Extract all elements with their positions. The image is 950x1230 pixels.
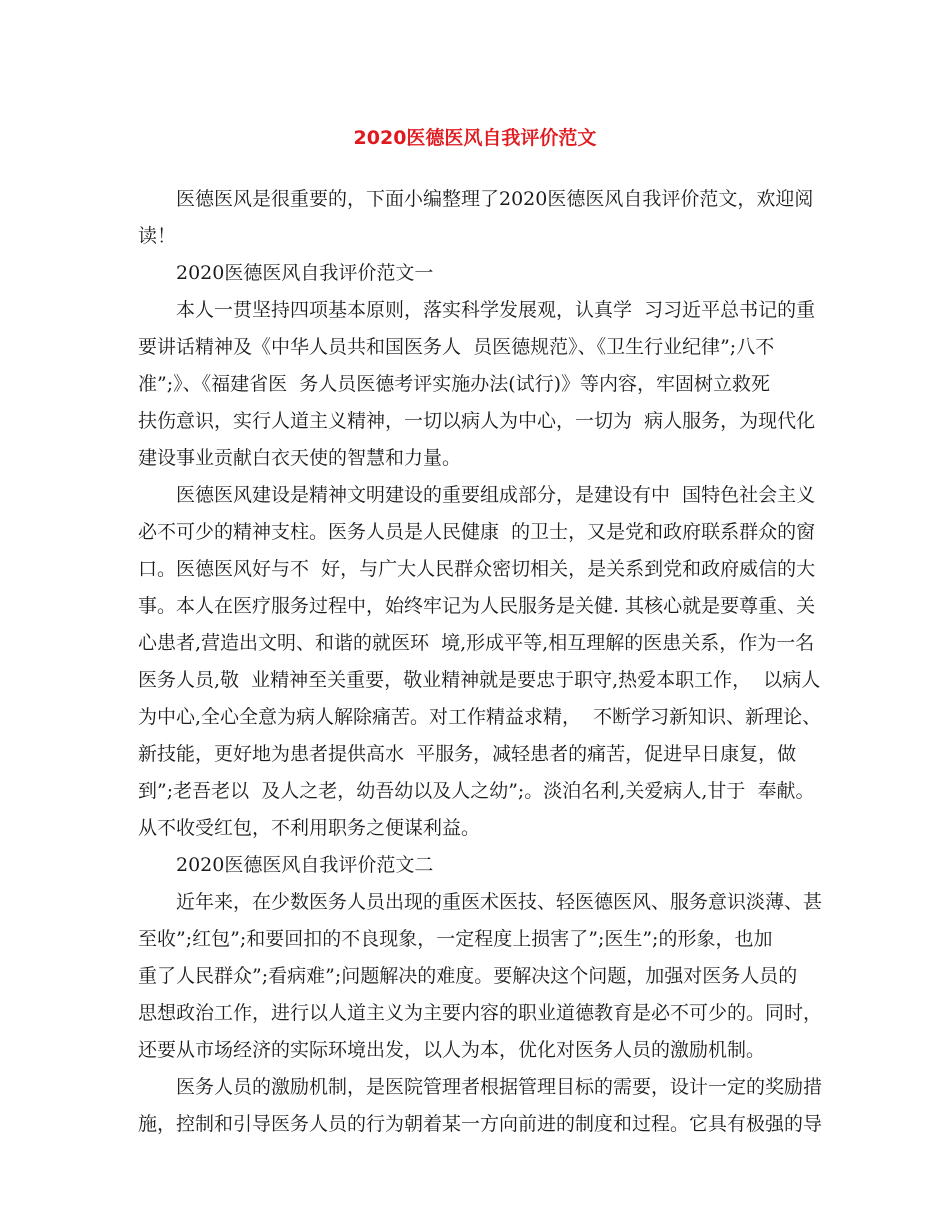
paragraph-line: 要讲话精神及《中华人员共和国医务人 员医德规范》、《卫生行业纪律”;八不 [138, 336, 775, 358]
paragraph-line: 必不可少的精神支柱。医务人员是人民健康 的卫士，又是党和政府联系群众的窗 [138, 521, 816, 543]
paragraph-line: 心患者,营造出文明、和谐的就医环 境,形成平等,相互理解的医患关系，作为一名 [138, 632, 815, 654]
paragraph-line: 扶伤意识，实行人道主义精神，一切以病人为中心，一切为 病人服务，为现代化 [138, 410, 816, 432]
paragraph-line: 建设事业贡献白衣天使的智慧和力量。 [138, 447, 462, 469]
document-title: 2020医德医风自我评价范文 [353, 127, 597, 149]
paragraph-line: 为中心,全心全意为病人解除痛苦。对工作精益求精， 不断学习新知识、新理论、 [138, 706, 822, 728]
paragraph-line: 口。医德医风好与不 好，与广大人民群众密切相关，是关系到党和政府威信的大 [138, 558, 816, 580]
paragraph-line: 到”;老吾老以 及人之老，幼吾幼以及人之幼”;。淡泊名利,关爱病人,甘于 奉献。 [138, 780, 815, 802]
paragraph-line: 施，控制和引导医务人员的行为朝着某一方向前进的制度和过程。它具有极强的导 [138, 1113, 823, 1135]
paragraph-line: 医务人员,敬 业精神至关重要，敬业精神就是要忠于职守,热爱本职工作， 以病人 [138, 669, 821, 691]
paragraph-line: 思想政治工作，进行以人道主义为主要内容的职业道德教育是必不可少的。同时， [138, 1002, 823, 1024]
paragraph-line: 新技能，更好地为患者提供高水 平服务，减轻患者的痛苦，促进早日康复，做 [138, 743, 797, 765]
paragraph-line: 重了人民群众”;看病难”;问题解决的难度。要解决这个问题，加强对医务人员的 [138, 965, 798, 987]
paragraph-line: 医德医风建设是精神文明建设的重要组成部分，是建设有中 国特色社会主义 [176, 484, 816, 506]
paragraph-line: 至收”;红包”;和要回扣的不良现象，一定程度上损害了”;医生”;的形象，也加 [138, 928, 773, 950]
paragraph-line: 本人一贯坚持四项基本原则，落实科学发展观，认真学 习习近平总书记的重 [176, 299, 816, 321]
paragraph-line: 从不收受红包，不利用职务之便谋利益。 [138, 817, 481, 839]
section-heading: 2020医德医风自我评价范文二 [176, 854, 434, 876]
paragraph-line: 准”;》、《福建省医 务人员医德考评实施办法(试行)》等内容，牢固树立救死 [138, 373, 771, 395]
paragraph-line: 医务人员的激励机制，是医院管理者根据管理目标的需要，设计一定的奖励措 [176, 1076, 823, 1098]
paragraph-line: 还要从市场经济的实际环境出发，以人为本，优化对医务人员的激励机制。 [138, 1039, 766, 1061]
paragraph-line: 读！ [138, 225, 177, 247]
section-heading: 2020医德医风自我评价范文一 [176, 262, 434, 284]
paragraph-line: 事。本人在医疗服务过程中，始终牢记为人民服务是关健. 其核心就是要尊重、关 [138, 595, 816, 617]
paragraph-line: 近年来，在少数医务人员出现的重医术医技、轻医德医风、服务意识淡薄、甚 [176, 891, 823, 913]
paragraph-line: 医德医风是很重要的，下面小编整理了2020医德医风自我评价范文，欢迎阅 [176, 188, 814, 210]
